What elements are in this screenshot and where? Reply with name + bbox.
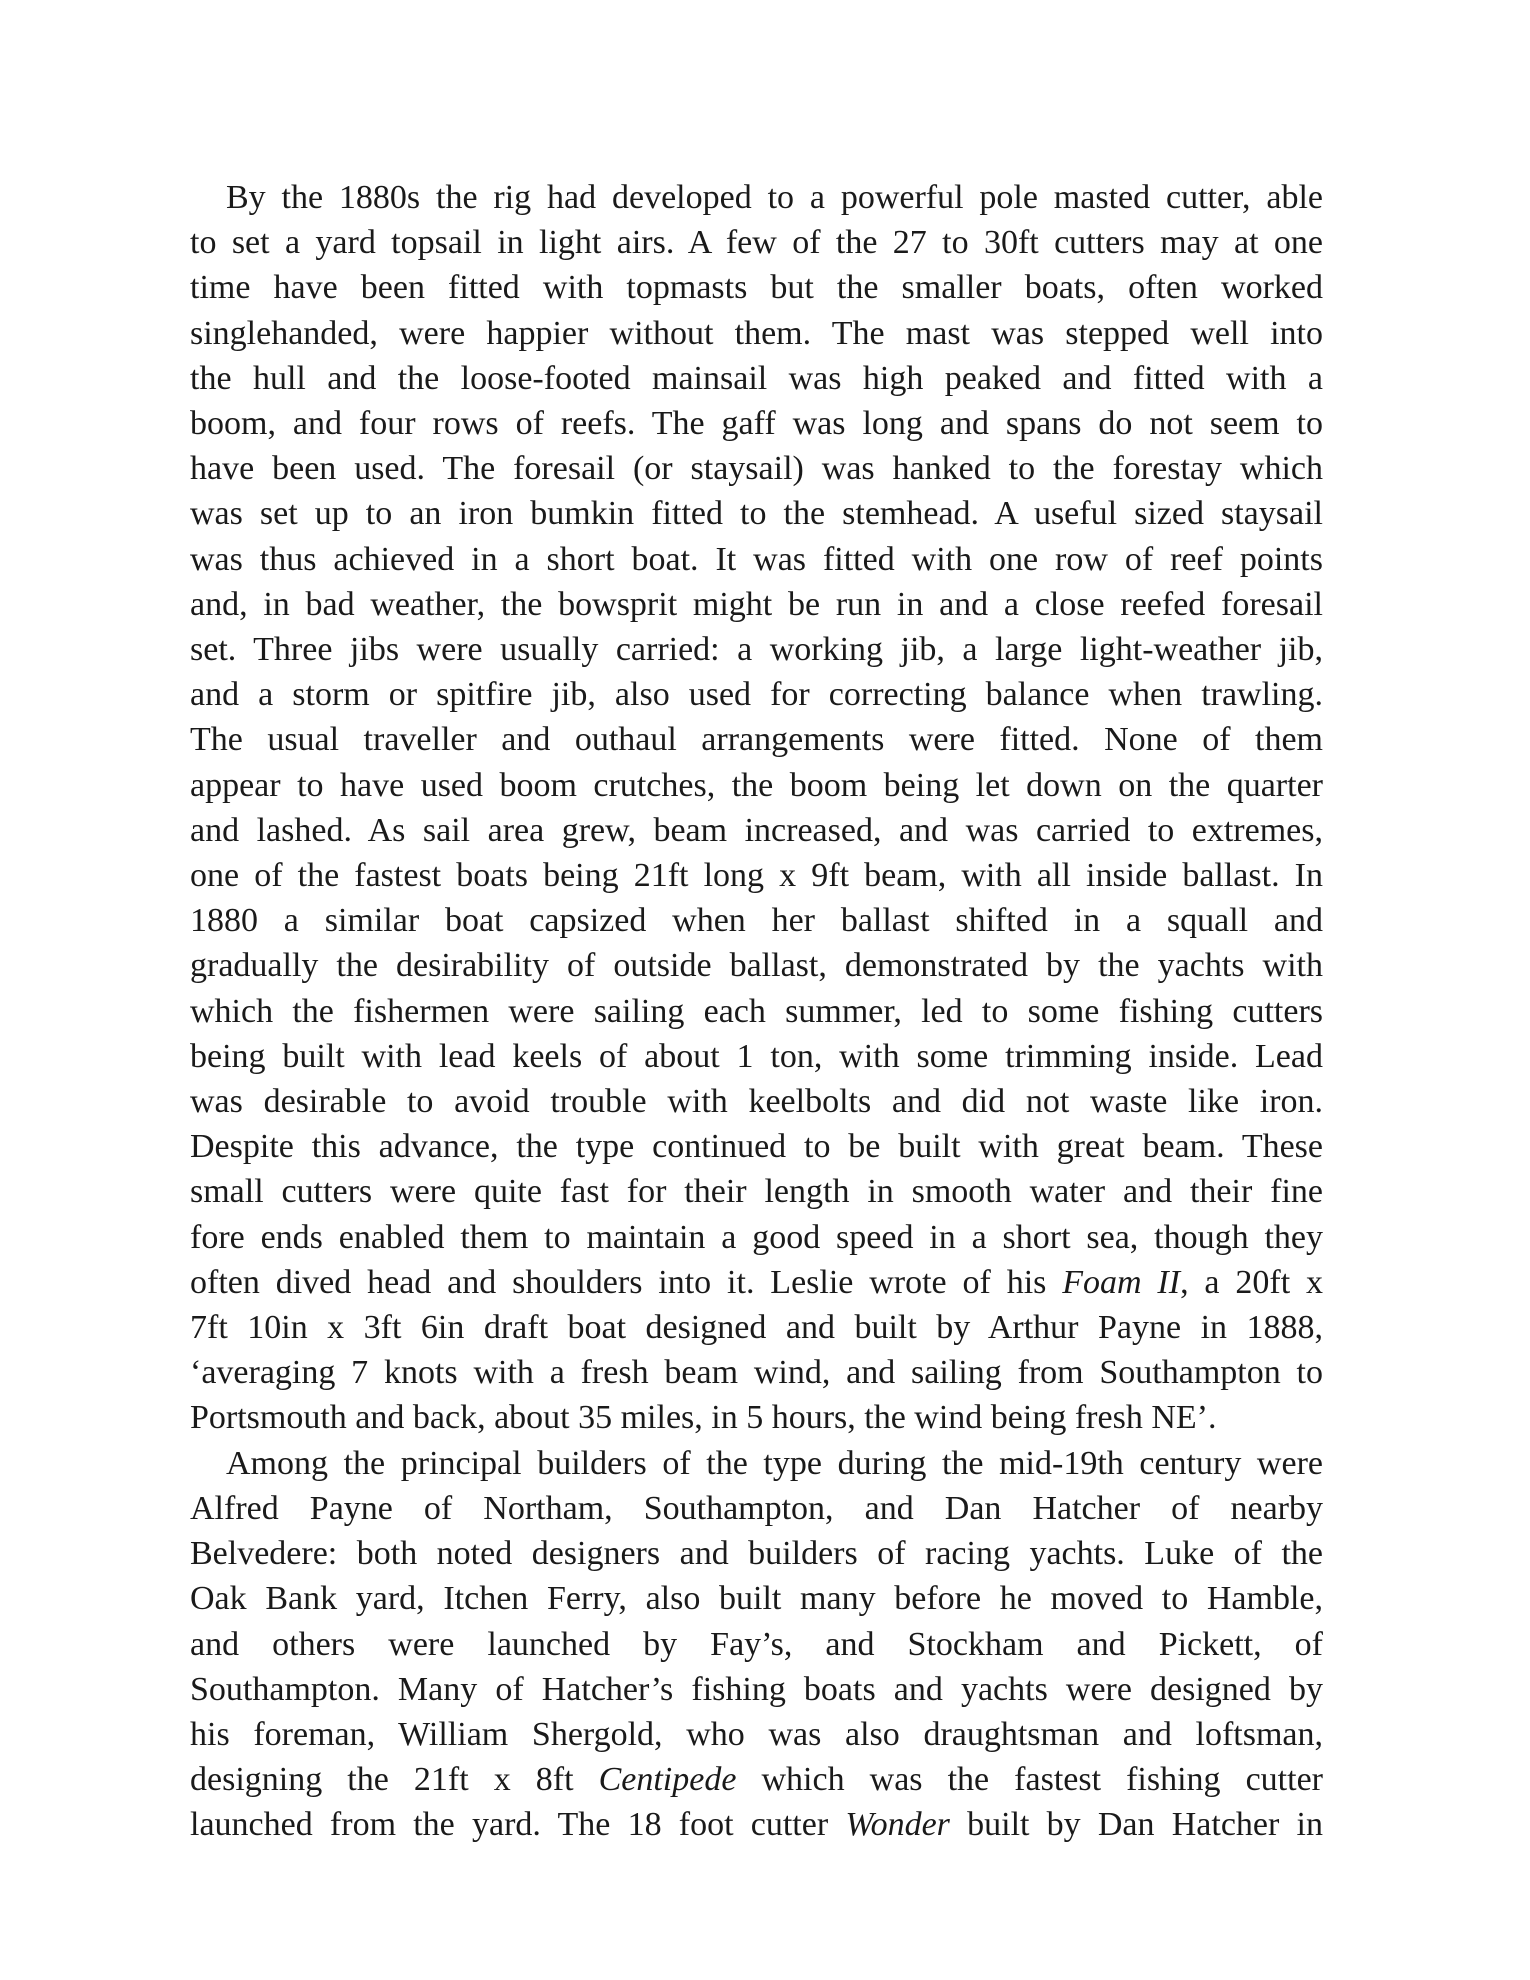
text-segment: to set a yard topsail in light airs. A few of the 27 to 30ft cutters may at one [190,224,1323,262]
italic-title: Wonder [845,1806,950,1844]
text-segment: and lashed. As sail area grew, beam increased, and was carried to extremes, [190,811,1323,849]
text-segment: Alfred Payne of Northam, Southampton, and Dan Hatcher of nearby [190,1489,1323,1527]
text-line [190,1576,1323,1621]
text-line [190,627,1323,672]
text-segment: Southampton. Many of Hatcher’s fishing boats and yachts were designed by [190,1670,1323,1708]
text-line [190,808,1323,853]
text-line [190,265,1323,310]
paragraph [190,1441,1323,1848]
text-line [190,1260,1323,1305]
text-line [190,1395,1323,1440]
text-segment: singlehanded, were happier without them. The mast was stepped well into [190,314,1323,352]
text-segment: Belvedere: both noted designers and builders of racing yachts. Luke of the [190,1535,1323,1573]
text-line [190,356,1323,401]
text-line [190,311,1323,356]
italic-title: Centipede [598,1761,737,1799]
text-segment: being built with lead keels of about 1 ton, with some trimming inside. Lead [190,1037,1323,1075]
text-line [190,491,1323,536]
text-segment: built by Dan Hatcher in [949,1806,1323,1844]
text-segment: 7ft 10in x 3ft 6in draft boat designed and built by Arthur Payne in 1888, [190,1309,1323,1347]
text-segment: and a storm or spitfire jib, also used for correcting balance when trawling. [190,676,1323,714]
text-line [190,1350,1323,1395]
text-segment: By the 1880s the rig had developed to a powerful pole masted cutter, able [226,179,1323,216]
text-line [190,943,1323,988]
text-segment: which the fishermen were sailing each summer, led to some fishing cutters [190,992,1323,1030]
text-segment: and others were launched by Fay’s, and Stockham and Pickett, of [190,1625,1323,1663]
text-segment: gradually the desirability of outside ballast, demonstrated by the yachts with [190,947,1323,985]
text-line [190,898,1323,943]
text-segment: launched from the yard. The 18 foot cutter [190,1806,846,1844]
text-segment: time have been fitted with topmasts but the smaller boats, often worked [190,269,1323,307]
text-line [190,989,1323,1034]
text-line [190,763,1323,808]
text-segment: , a 20ft x [1180,1263,1324,1301]
text-segment: and, in bad weather, the bowsprit might be run in and a close reefed foresail [190,585,1323,623]
text-line [190,1531,1323,1576]
text-segment: Among the principal builders of the type during the mid-19th century were [226,1444,1323,1482]
text-line [190,537,1323,582]
text-segment: one of the fastest boats being 21ft long x 9ft beam, with all inside ballast. In [190,857,1323,895]
text-segment: designing the 21ft x 8ft [190,1761,599,1799]
paragraph [190,175,1323,1441]
text-line [190,717,1323,762]
text-segment: ‘averaging 7 knots with a fresh beam wind, and sailing from Southampton to [190,1354,1323,1392]
page-body-text [190,175,1323,1848]
text-line [190,1215,1323,1260]
text-segment: was set up to an iron bumkin fitted to the stemhead. A useful sized staysail [190,495,1323,533]
text-segment: was thus achieved in a short boat. It was fitted with one row of reef points [190,540,1323,578]
text-line [190,1802,1323,1847]
text-segment: fore ends enabled them to maintain a good speed in a short sea, though they [190,1218,1323,1256]
italic-title: Foam II [1062,1263,1181,1301]
text-line [190,1034,1323,1079]
text-segment: Portsmouth and back, about 35 miles, in 5 hours, the wind being fresh NE’. [190,1399,1217,1437]
text-line [190,1169,1323,1214]
text-line [190,1079,1323,1124]
text-line [190,582,1323,627]
text-segment: often dived head and shoulders into it. Leslie wrote of his [190,1263,1063,1301]
text-line [190,1712,1323,1757]
text-segment: 1880 a similar boat capsized when her ballast shifted in a squall and [190,902,1323,940]
text-segment: boom, and four rows of reefs. The gaff was long and spans do not seem to [190,405,1323,443]
text-line [190,401,1323,446]
text-line [190,175,1323,220]
text-line [190,1486,1323,1531]
text-segment: small cutters were quite fast for their length in smooth water and their fine [190,1173,1323,1211]
text-line [190,1757,1323,1802]
text-segment: the hull and the loose-footed mainsail was high peaked and fitted with a [190,359,1323,397]
text-segment: set. Three jibs were usually carried: a working jib, a large light-weather jib, [190,631,1323,669]
text-line [190,1305,1323,1350]
text-line [190,1124,1323,1169]
text-segment: Despite this advance, the type continued to be built with great beam. These [190,1128,1323,1166]
text-segment: The usual traveller and outhaul arrangements were fitted. None of them [190,721,1323,759]
text-line [190,220,1323,265]
text-line [190,853,1323,898]
text-segment: was desirable to avoid trouble with keelbolts and did not waste like iron. [190,1083,1323,1121]
text-line [190,672,1323,717]
text-line [190,1622,1323,1667]
text-segment: which was the fastest fishing cutter [736,1761,1323,1799]
text-segment: have been used. The foresail (or staysail) was hanked to the forestay which [190,450,1323,488]
text-segment: appear to have used boom crutches, the boom being let down on the quarter [190,766,1323,804]
text-line [190,446,1323,491]
text-line [190,1667,1323,1712]
text-segment: Oak Bank yard, Itchen Ferry, also built many before he moved to Hamble, [190,1580,1323,1618]
text-segment: his foreman, William Shergold, who was also draughtsman and loftsman, [190,1715,1323,1753]
text-line [190,1441,1323,1486]
